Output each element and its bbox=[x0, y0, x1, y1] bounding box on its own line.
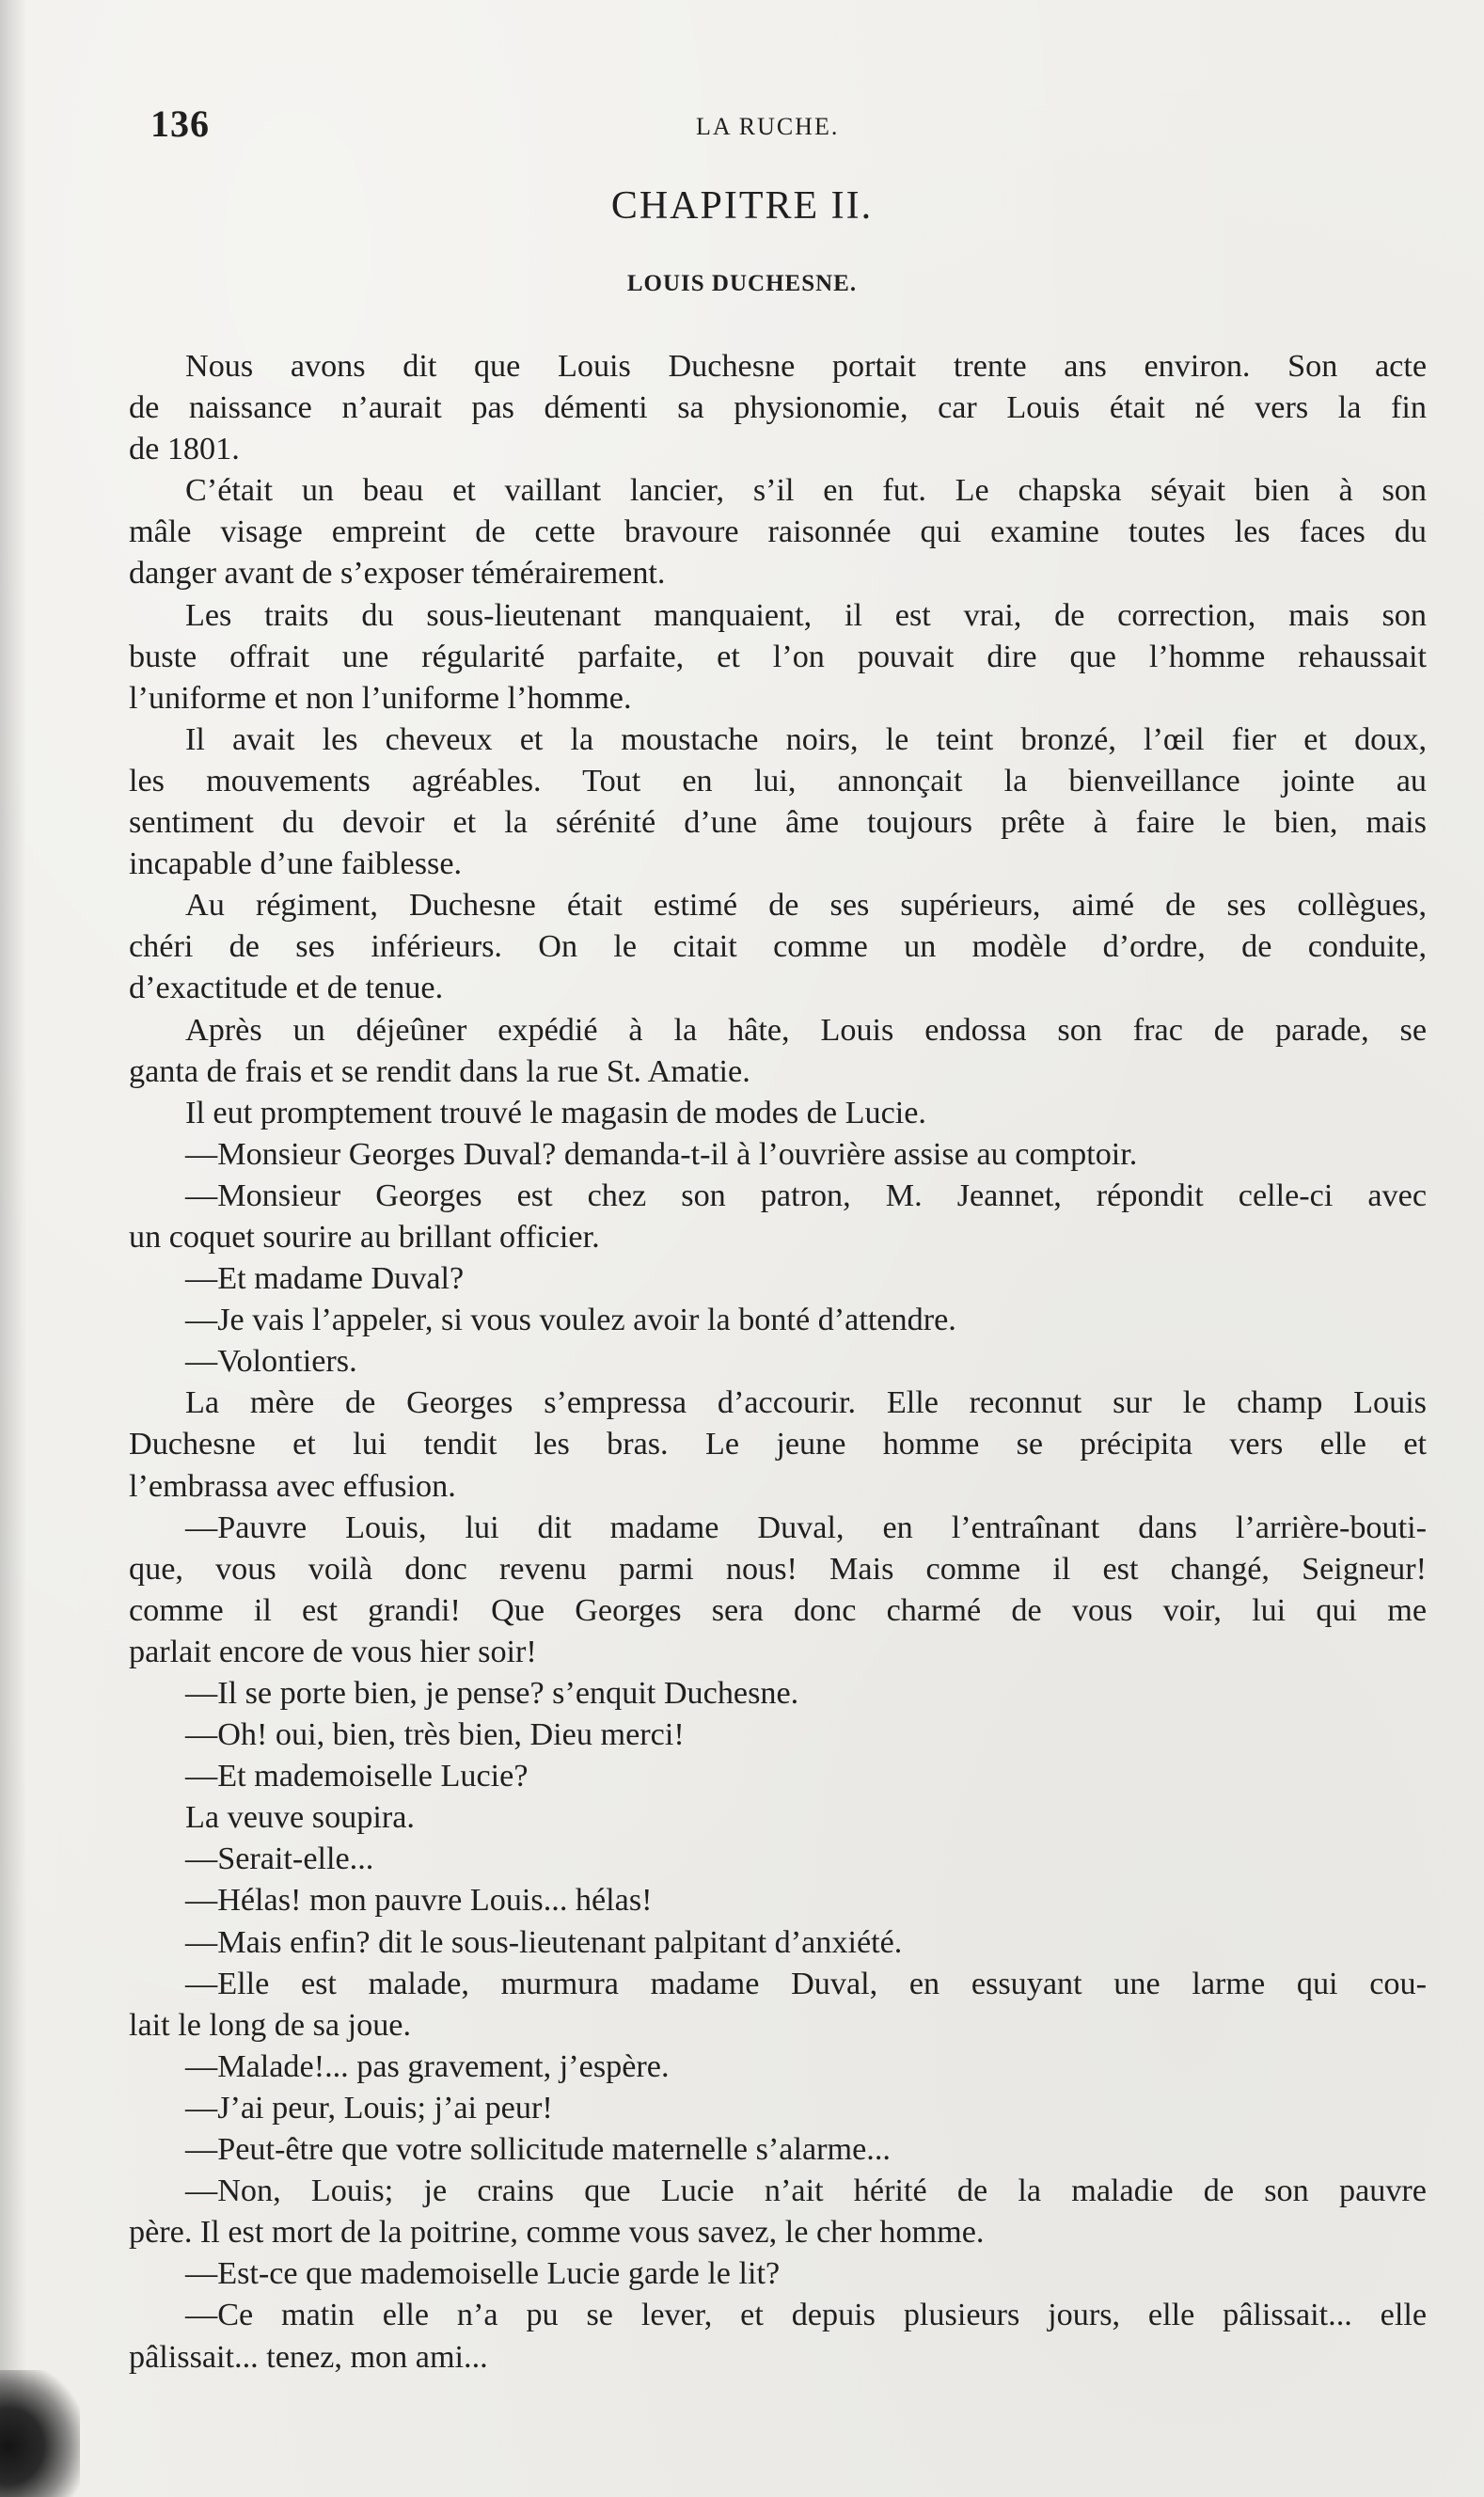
text-line: sentiment du devoir et la sérénité d’une âme toujours prête à faire le bien, mais bbox=[129, 805, 1427, 841]
page-gutter-shadow bbox=[0, 0, 26, 2497]
text-line: —Peut-être que votre sollicitude maternelle s’alarme... bbox=[185, 2132, 891, 2168]
chapter-subtitle: LOUIS DUCHESNE. bbox=[626, 271, 858, 296]
text-line: Les traits du sous-lieutenant manquaient, il est vrai, de correction, mais son bbox=[185, 597, 1427, 633]
body-text bbox=[129, 346, 1427, 2378]
text-line: les mouvements agréables. Tout en lui, annonçait la bienveillance jointe au bbox=[129, 763, 1427, 798]
text-line: —Hélas! mon pauvre Louis... hélas! bbox=[185, 1883, 653, 1919]
ink-blot-decoration bbox=[0, 2370, 80, 2497]
text-line: l’uniforme et non l’uniforme l’homme. bbox=[129, 680, 632, 716]
text-line: Il eut promptement trouvé le magasin de modes de Lucie. bbox=[185, 1095, 926, 1130]
text-line: Nous avons dit que Louis Duchesne portait trente ans environ. Son acte bbox=[185, 349, 1427, 384]
text-line: l’embrassa avec effusion. bbox=[129, 1468, 456, 1504]
text-line: Il avait les cheveux et la moustache noirs, le teint bronzé, l’œil fier et doux, bbox=[185, 721, 1427, 757]
text-line: —Il se porte bien, je pense? s’enquit Duchesne. bbox=[185, 1676, 799, 1711]
text-line: —Pauvre Louis, lui dit madame Duval, en l’entraînant dans l’arrière-bouti- bbox=[185, 1509, 1427, 1545]
page-header bbox=[150, 102, 1429, 149]
text-line: parlait encore de vous hier soir! bbox=[129, 1634, 537, 1669]
text-line: —Elle est malade, murmura madame Duval, en essuyant une larme qui cou- bbox=[185, 1966, 1427, 2001]
text-line: incapable d’une faiblesse. bbox=[129, 846, 463, 882]
text-line: que, vous voilà donc revenu parmi nous! Mais comme il est changé, Seigneur! bbox=[129, 1551, 1427, 1587]
text-line: de naissance n’aurait pas démenti sa physionomie, car Louis était né vers la fin bbox=[129, 390, 1427, 426]
running-head: LA RUCHE. bbox=[696, 113, 840, 140]
text-line: danger avant de s’exposer témérairement. bbox=[129, 556, 666, 592]
text-line: —Malade!... pas gravement, j’espère. bbox=[185, 2048, 670, 2084]
text-line: d’exactitude et de tenue. bbox=[129, 971, 444, 1006]
text-line: —Ce matin elle n’a pu se lever, et depuis plusieurs jours, elle pâlissait... elle bbox=[185, 2298, 1427, 2333]
text-line: —Mais enfin? dit le sous-lieutenant palpitant d’anxiété. bbox=[185, 1924, 903, 1960]
text-line: ganta de frais et se rendit dans la rue St. Amatie. bbox=[129, 1053, 750, 1089]
text-line: —Serait-elle... bbox=[185, 1841, 374, 1877]
text-line: —Non, Louis; je crains que Lucie n’ait hérité de la maladie de son pauvre bbox=[185, 2173, 1427, 2209]
text-line: buste offrait une régularité parfaite, et l’on pouvait dire que l’homme rehaussait bbox=[129, 639, 1427, 674]
text-line: —Je vais l’appeler, si vous voulez avoir la bonté d’attendre. bbox=[185, 1303, 956, 1338]
text-line: comme il est grandi! Que Georges sera donc charmé de vous voir, lui qui me bbox=[129, 1592, 1427, 1628]
text-line: —Volontiers. bbox=[185, 1344, 357, 1380]
text-line: —Et madame Duval? bbox=[185, 1261, 465, 1297]
text-line: chéri de ses inférieurs. On le citait comme un modèle d’ordre, de conduite, bbox=[129, 929, 1427, 965]
text-line: père. Il est mort de la poitrine, comme vous savez, le cher homme. bbox=[129, 2215, 985, 2251]
chapter-title: CHAPITRE II. bbox=[610, 184, 874, 228]
text-line: pâlissait... tenez, mon ami... bbox=[129, 2339, 488, 2375]
text-line: un coquet sourire au brillant officier. bbox=[129, 1219, 600, 1255]
text-line: —Et mademoiselle Lucie? bbox=[185, 1759, 529, 1794]
text-line: —Monsieur Georges est chez son patron, M. Jeannet, répondit celle-ci avec bbox=[185, 1177, 1427, 1213]
text-line: Au régiment, Duchesne était estimé de ses supérieurs, aimé de ses collègues, bbox=[185, 888, 1427, 924]
text-line: —J’ai peur, Louis; j’ai peur! bbox=[185, 2090, 553, 2126]
text-line: Duchesne et lui tendit les bras. Le jeune homme se précipita vers elle et bbox=[129, 1427, 1427, 1462]
text-line: Après un déjeûner expédié à la hâte, Louis endossa son frac de parade, se bbox=[185, 1012, 1427, 1048]
text-line: C’était un beau et vaillant lancier, s’il en fut. Le chapska séyait bien à son bbox=[185, 473, 1427, 509]
text-line: —Oh! oui, bien, très bien, Dieu merci! bbox=[185, 1717, 685, 1753]
text-line: mâle visage empreint de cette bravoure raisonnée qui examine toutes les faces du bbox=[129, 514, 1427, 550]
text-line: La mère de Georges s’empressa d’accourir. Elle reconnut sur le champ Louis bbox=[185, 1385, 1427, 1421]
page-number: 136 bbox=[150, 103, 210, 145]
text-line: lait le long de sa joue. bbox=[129, 2007, 412, 2043]
text-line: La veuve soupira. bbox=[185, 1800, 415, 1836]
text-line: de 1801. bbox=[129, 432, 240, 467]
text-line: —Est-ce que mademoiselle Lucie garde le lit? bbox=[185, 2256, 781, 2292]
text-line: —Monsieur Georges Duval? demanda-t-il à l’ouvrière assise au comptoir. bbox=[185, 1136, 1138, 1172]
